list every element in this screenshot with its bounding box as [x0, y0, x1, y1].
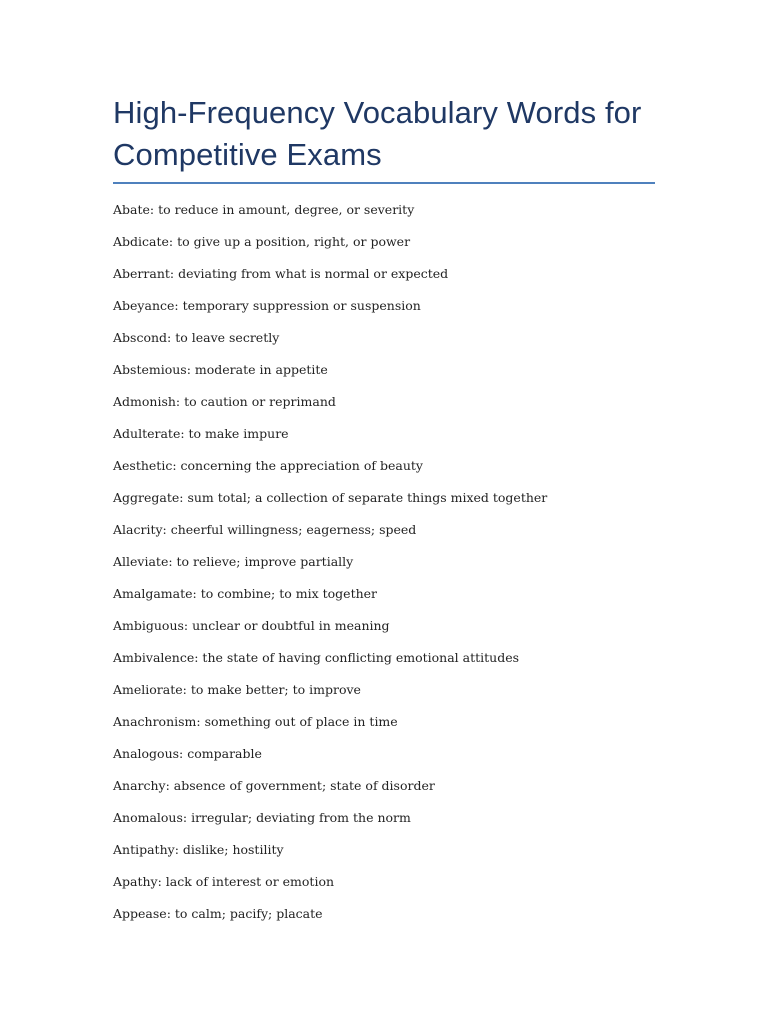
title-line-2: Competitive Exams	[113, 137, 382, 172]
vocab-entry: Abscond: to leave secretly	[113, 330, 280, 345]
vocab-entry: Alacrity: cheerful willingness; eagerness; speed	[113, 522, 417, 537]
vocab-entry: Admonish: to caution or reprimand	[113, 394, 336, 409]
vocab-entry: Alleviate: to relieve; improve partially	[113, 554, 354, 569]
vocab-entry: Adulterate: to make impure	[113, 426, 289, 441]
vocab-entry: Aesthetic: concerning the appreciation of beauty	[113, 458, 423, 473]
vocab-entry: Abdicate: to give up a position, right, or power	[113, 234, 411, 249]
vocab-entry: Analogous: comparable	[113, 746, 262, 761]
vocab-entry: Apathy: lack of interest or emotion	[113, 874, 335, 889]
vocab-entry: Ambivalence: the state of having conflicting emotional attitudes	[113, 650, 520, 665]
vocab-entry: Anomalous: irregular; deviating from the norm	[113, 810, 411, 825]
vocab-entry: Anachronism: something out of place in time	[113, 714, 398, 729]
vocab-entry: Ambiguous: unclear or doubtful in meaning	[113, 618, 390, 633]
vocab-entry: Aberrant: deviating from what is normal or expected	[113, 266, 449, 281]
document-title	[113, 92, 655, 176]
title-line-1: High-Frequency Vocabulary Words for	[113, 95, 642, 130]
vocab-entry: Amalgamate: to combine; to mix together	[113, 586, 378, 601]
vocab-entry: Ameliorate: to make better; to improve	[113, 682, 361, 697]
vocab-entry: Abate: to reduce in amount, degree, or severity	[113, 202, 415, 217]
document-page	[113, 92, 655, 938]
vocab-entry: Abstemious: moderate in appetite	[113, 362, 328, 377]
vocab-entry: Antipathy: dislike; hostility	[113, 842, 284, 857]
vocab-entry: Aggregate: sum total; a collection of separate things mixed together	[113, 490, 548, 505]
title-underline-rule	[113, 182, 655, 184]
vocab-entry: Appease: to calm; pacify; placate	[113, 906, 323, 921]
vocab-entry: Abeyance: temporary suppression or suspension	[113, 298, 421, 313]
vocabulary-list	[113, 202, 655, 922]
vocab-entry: Anarchy: absence of government; state of disorder	[113, 778, 435, 793]
